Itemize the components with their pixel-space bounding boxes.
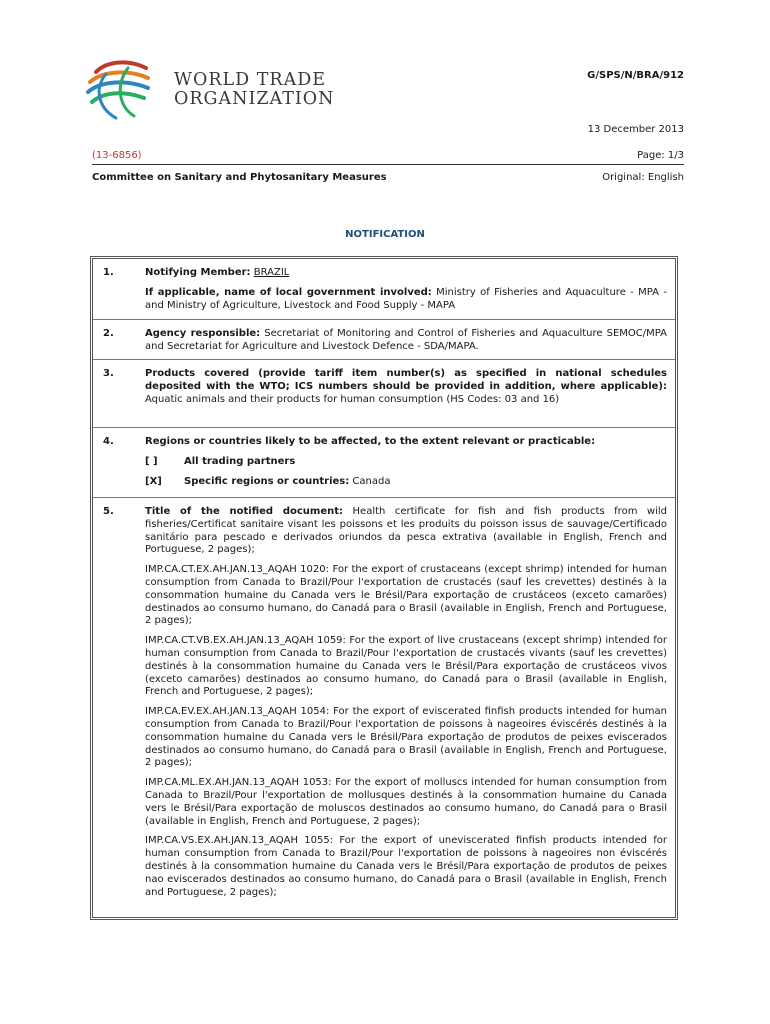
section-number: 2. (103, 328, 114, 339)
section-number: 5. (103, 506, 114, 517)
section-label: Agency responsible: (145, 328, 261, 339)
section-products (93, 360, 675, 428)
section-sub-value: Ministry of Fisheries and Aquaculture - MPA - and Ministry of Agriculture, Livestock and Food Supply - MAPA (145, 286, 667, 311)
header-divider (92, 164, 684, 165)
org-name-line1: WORLD TRADE (174, 70, 327, 90)
committee-name: Committee on Sanitary and Phytosanitary Measures (92, 172, 387, 183)
section-number: 4. (103, 436, 114, 447)
section-body (145, 368, 675, 427)
section-line (145, 328, 667, 354)
section-body (145, 328, 675, 359)
section-label: Products covered (provide tariff item number(s) as specified in national schedules deposited with the WTO; ICS numbers should be provided in addition, where applicable): (145, 368, 667, 392)
section-label: Notifying Member: (145, 267, 251, 278)
page-indicator: Page: 1/3 (637, 150, 684, 161)
section-label: Title of the notified document: (145, 506, 344, 517)
section-line (145, 267, 667, 280)
option-specific-regions (145, 476, 667, 489)
document-paragraph: IMP.CA.ML.EX.AH.JAN.13_AQAH 1053: For the export of molluscs intended for human consumption from Canada to Brazil/Pour l'exportation de mollusques destinés à la consommation humaine du Canada vers le Brésil/Para exportação de moluscos destinados ao consumo humano, do Canadá para o Brasil (available in English, French and Portuguese, 2 pages); (145, 777, 667, 827)
section-line (145, 436, 667, 449)
section-value: Secretariat of Monitoring and Control of Fisheries and Aquaculture SEMOC/MPA and Secretariat for Agriculture and Livestock Defence - SDA/MAPA. (145, 328, 667, 352)
section-line (145, 368, 667, 406)
section-notifying-member (93, 259, 675, 320)
section-body (145, 506, 675, 899)
wto-logo-icon (82, 58, 162, 128)
notification-frame (90, 256, 678, 920)
section-label: Regions or countries likely to be affected, to the extent relevant or practicable: (145, 436, 596, 447)
original-language: Original: English (602, 172, 684, 183)
section-regions (93, 428, 675, 498)
option-label: Specific regions or countries: (184, 475, 350, 487)
option-value: Canada (352, 475, 391, 487)
checkbox-marker: [ ] (145, 455, 158, 467)
section-body (145, 436, 675, 497)
section-body (145, 267, 675, 319)
document-paragraph: IMP.CA.CT.VB.EX.AH.JAN.13_AQAH 1059: For the export of live crustaceans (except shrimp) intended for human consumption from Canada to Brazil/Pour l'exportation de crustacés vivants (sauf les crevettes) destinés à la consommation humaine du Canada vers le Brésil/Para exportação de crustáceos vivos (exceto camarões) destinados ao consumo humano, do Canadá para o Brasil (available in English, French and Portuguese, 2 pages); (145, 635, 667, 698)
section-number: 3. (103, 368, 114, 379)
section-value: Health certificate for fish and fish products from wild fisheries/Certificat sanitaire visant les poissons et les produits du poisson issus de sauvage/Certificado sanitário para pescado e derivados oriundos da pesca extrativa (available in English, French and Portuguese, 2 pages); (145, 506, 668, 556)
section-value: BRAZIL (253, 267, 290, 278)
section-line (145, 287, 667, 313)
document-paragraph: IMP.CA.CT.EX.AH.JAN.13_AQAH 1020: For the export of crustaceans (except shrimp) intended for human consumption from Canada to Brazil/Pour l'exportation de crustacés (sauf les crevettes) destinés à la consommation humaine du Canada vers le Brésil/Para exportação de crustáceos (exceto camarões) destinados ao consumo humano, do Canadá para o Brasil (available in English, French and Portuguese, 2 pages); (145, 564, 667, 627)
document-date: 13 December 2013 (587, 124, 684, 135)
org-name-line2: ORGANIZATION (174, 89, 335, 109)
section-agency (93, 320, 675, 360)
section-line (145, 506, 667, 557)
section-title-of-document (93, 498, 675, 899)
section-value: Aquatic animals and their products for human consumption (HS Codes: 03 and 16) (145, 393, 560, 405)
page-title: NOTIFICATION (345, 229, 425, 240)
document-symbol: G/SPS/N/BRA/912 (587, 70, 684, 81)
option-label: All trading partners (184, 455, 296, 467)
org-name (174, 71, 334, 109)
document-paragraph: IMP.CA.EV.EX.AH.JAN.13_AQAH 1054: For the export of eviscerated finfish products intended for human consumption from Canada to Brazil/Pour l'exportation de poissons à nageoires éviscérés destinés à la consommation humaine du Canada vers le Brésil/Para exportação de produtos de peixes eviscerados destinados ao consumo humano, do Canadá para o Brasil (available in English, French and Portuguese, 2 pages); (145, 706, 667, 769)
wto-logo (82, 58, 342, 128)
option-all-trading-partners (145, 456, 667, 469)
document-number: (13-6856) (92, 150, 142, 161)
section-sub-label: If applicable, name of local government involved: (145, 286, 432, 298)
document-paragraph: IMP.CA.VS.EX.AH.JAN.13_AQAH 1055: For the export of uneviscerated finfish products intended for human consumption from Canada to Brazil/Pour l'exportation de poissons à nageoires non éviscérés destinés à la consommation humaine du Canada vers le Brésil/Para exportação de produtos de peixes nao eviscerados destinados ao consumo humano, do Canadá para o Brasil (available in English, French and Portuguese, 2 pages); (145, 835, 667, 898)
section-number: 1. (103, 267, 114, 278)
checkbox-marker: [X] (145, 475, 162, 487)
